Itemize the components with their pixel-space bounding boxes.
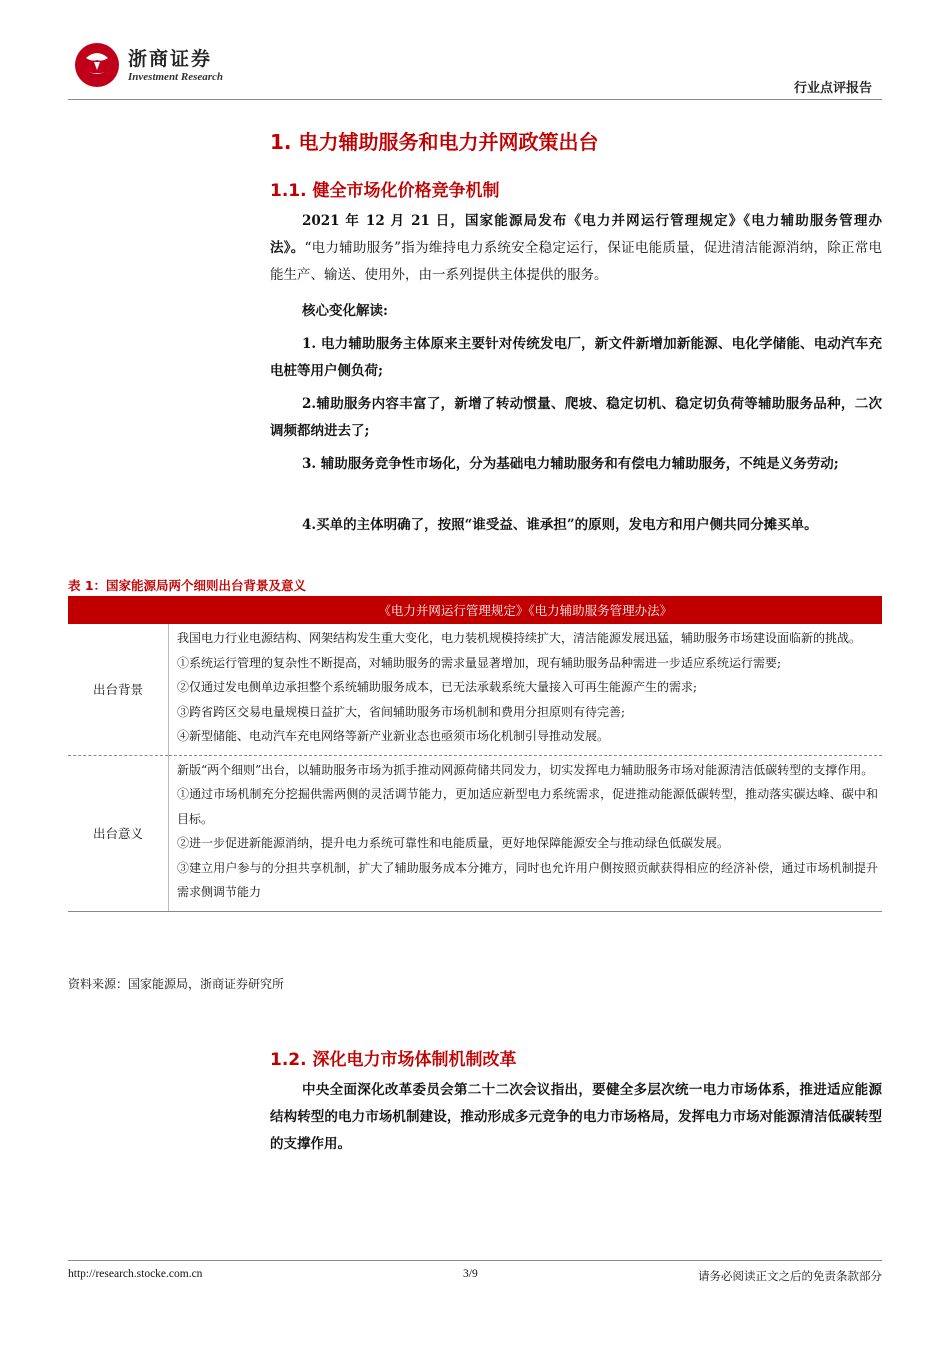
point-3: 3. 辅助服务竞争性市场化，分为基础电力辅助服务和有偿电力辅助服务，不纯是义务劳动; [302,456,839,472]
row-label-significance: 出台意义 [68,755,169,911]
row-content-background [169,624,883,755]
header-divider [68,99,882,100]
subsection-title-1-1: 1.1. 健全市场化价格竞争机制 [270,181,500,201]
point-4: 4.买单的主体明确了，按照“谁受益、谁承担”的原则，发电方和用户侧共同分摊买单。 [302,517,818,533]
background-line-5: ④新型储能、电动汽车充电网络等新产业新业态也亟须市场化机制引导推动发展。 [177,729,610,743]
logo-text-en: Investment Research [128,71,224,83]
point-2: 2.辅助服务内容丰富了，新增了转动惯量、爬坡、稳定切机、稳定切负荷等辅助服务品种，二次调频都纳进去了; [270,396,882,439]
table-row [68,624,882,755]
intro-rest-text: “电力辅助服务”指为维持电力系统安全稳定运行，保证电能质量，促进清洁能源消纳，除正常电能生产、输送、使用外，由一系列提供主体提供的服务。 [270,240,882,283]
significance-line-3: ②进一步促进新能源消纳，提升电力系统可靠性和电能质量，更好地保障能源安全与推动绿色低碳发展。 [177,836,730,850]
core-change-label: 核心变化解读: [302,303,388,319]
logo-text-cn: 浙商证券 [128,48,213,70]
background-line-3: ②仅通过发电侧单边承担整个系统辅助服务成本，已无法承载系统大量接入可再生能源产生的需求; [177,680,698,694]
page-number: 3/9 [463,1268,478,1280]
table-caption: 表 1：国家能源局两个细则出台背景及意义 [68,578,307,593]
company-logo-icon [72,40,122,90]
background-line-1: 我国电力行业电源结构、网架结构发生重大变化，电力装机规模持续扩大，清洁能源发展迅猛，辅助服务市场建设面临新的挑战。 [177,631,862,645]
row-label-background: 出台背景 [92,682,143,698]
intro-bold-text: 2021 年 12 月 21 日，国家能源局发布《电力并网运行管理规定》《电力辅助服务管理办法》。 [270,213,882,256]
background-line-4: ③跨省跨区交易电量规模日益扩大，省间辅助服务市场机制和费用分担原则有待完善; [177,704,626,719]
report-type-label: 行业点评报告 [793,81,872,96]
background-line-2: ①系统运行管理的复杂性不断提高，对辅助服务的需求量显著增加，现有辅助服务品种需进一步适应系统运行需要; [177,655,782,670]
row-content-significance [169,755,883,911]
table-header: 《电力并网运行管理规定》《电力辅助服务管理办法》 [169,596,883,624]
subsection-title-1-2: 1.2. 深化电力市场体制机制改革 [270,1050,517,1070]
section-title: 1. 电力辅助服务和电力并网政策出台 [270,130,599,154]
significance-line-4: ③建立用户参与的分担共享机制，扩大了辅助服务成本分摊方，同时也允许用户侧按照贡献获得相应的经济补偿，通过市场机制提升需求侧调节能力 [177,860,878,899]
footer-url-link[interactable]: http://research.stocke.com.cn [68,1268,203,1280]
significance-line-1: 新版“两个细则”出台，以辅助服务市场为抓手推动网源荷储共同发力，切实发挥电力辅助服务市场对能源清洁低碳转型的支撑作用。 [177,762,874,777]
table-header-blank [68,596,169,624]
intro-paragraph [270,208,882,289]
footer-disclaimer: 请务必阅读正文之后的免责条款部分 [698,1269,882,1283]
reform-paragraph: 中央全面深化改革委员会第二十二次会议指出，要健全多层次统一电力市场体系，推进适应能源结构转型的电力市场机制建设，推动形成多元竞争的电力市场格局，发挥电力市场对能源清洁低碳转型的支撑作用。 [270,1082,882,1152]
table-source: 资料来源：国家能源局，浙商证券研究所 [68,977,285,991]
table-row [68,755,882,911]
point-1: 1. 电力辅助服务主体原来主要针对传统发电厂，新文件新增加新能源、电化学储能、电动汽车充电桩等用户侧负荷; [270,336,882,379]
policy-table [68,596,882,912]
significance-line-2: ①通过市场机制充分挖掘供需两侧的灵活调节能力，更加适应新型电力系统需求，促进推动能源低碳转型，推动落实碳达峰、碳中和目标。 [177,787,878,826]
footer-divider [68,1260,882,1261]
